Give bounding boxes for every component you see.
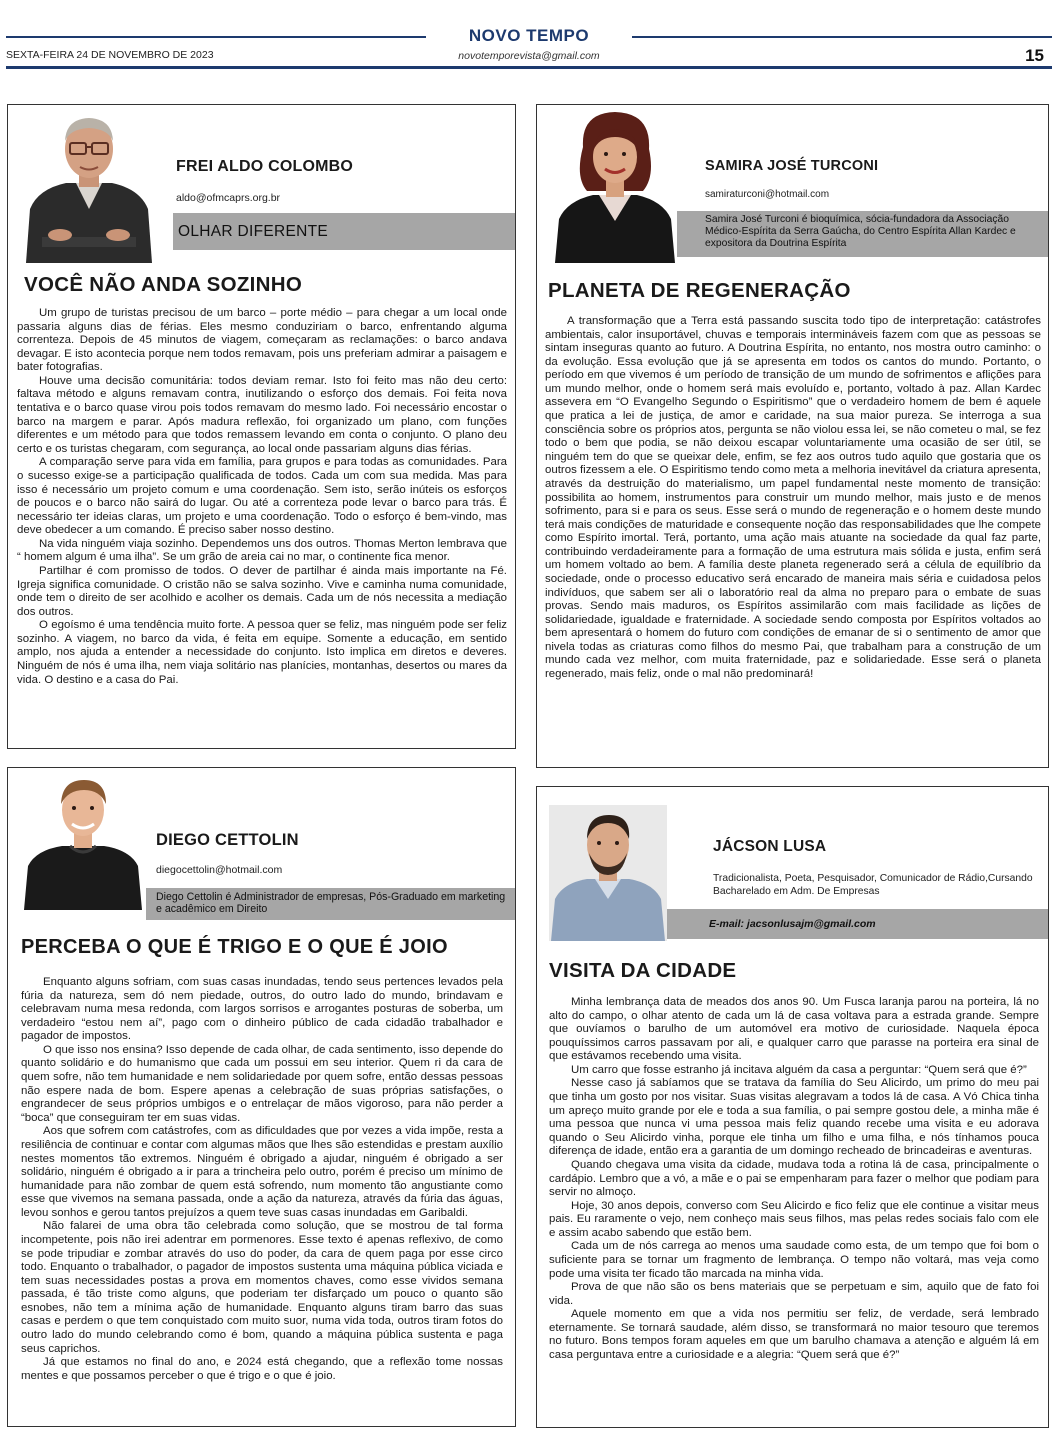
newspaper-email: novotemporevista@gmail.com xyxy=(458,50,600,62)
author-name: JÁCSON LUSA xyxy=(713,838,827,855)
article-body xyxy=(545,315,1041,682)
author-photo-jacson xyxy=(549,805,667,941)
article-body xyxy=(549,996,1039,1363)
author-email: samiraturconi@hotmail.com xyxy=(705,189,830,200)
email-bar xyxy=(667,909,1049,939)
column-jacson xyxy=(536,786,1049,1428)
article-body xyxy=(17,307,507,687)
article-headline: PERCEBA O QUE É TRIGO E O QUE É JOIO xyxy=(21,936,448,958)
paragraph: Um carro que fosse estranho já incitava alguém da casa a perguntar: “Quem será que é?” xyxy=(571,1063,1027,1076)
paragraph: O que isso nos ensina? Isso depende de cada olhar, de cada sentimento, isso depende do quanto solidário e do humanismo que cada um possui em seu interior. Quem ri da cara de quem sofre, não tem humanidade e nem solidariedade por quem sofre, então dessas pessoas não espere nada de bom. Espere apenas a celebração de suas próprias satisfações, o engrandecer de seus próprios umbigos e o entrelaçar de mãos vigoroso, para não perder a “boca” que conseguiram ter em suas vidas. xyxy=(21,1043,503,1124)
masthead-rule xyxy=(6,66,1052,69)
article-headline: PLANETA DE REGENERAÇÃO xyxy=(548,279,851,302)
author-photo-samira xyxy=(553,107,677,263)
author-bio: Diego Cettolin é Administrador de empresas, Pós-Graduado em marketing e acadêmico em Direito xyxy=(146,888,516,920)
section-bar xyxy=(173,213,515,250)
column-frei-aldo xyxy=(7,104,516,749)
paragraph: Na vida ninguém viaja sozinho. Dependemos uns dos outros. Thomas Merton lembrava que “ homem algum é uma ilha”. Se um grão de areia cai no mar, o continente fica menor. xyxy=(17,537,507,564)
paragraph: Aquele momento em que a vida nos permitiu ser feliz, de verdade, será lembrado eternamente. Se tornará saudade, além disso, se transformará no maior tesouro que teremos no futuro. Bons tempos foram aqueles em que um barulho chamava a atenção e alguém lá em casa perguntava entre a curiosidade e a alegria: “Quem será que é?” xyxy=(549,1308,1039,1362)
paragraph: Aos que sofrem com catástrofes, com as dificuldades que por vezes a vida impõe, resta a resiliência de continuar e contar com algumas mãos que lhes são estendidas e prestam auxílio nestes momentos tão extremos. Ninguém é obrigado a ajudar, ninguém é obrigado a ser solidário, ninguém é obrigado a ir para a trincheira pelo outro, porém é preciso um mínimo de humanidade para não zombar de quem está sofrendo, num momento tão angustiante como esse que vivemos na semana passada, onde a ação da natureza, através da fúria das águas, levou sonhos e gerou tantos prejuízos a quem teve suas casas inundadas em Garibaldi. xyxy=(21,1125,503,1219)
paragraph: Cada um de nós carrega ao menos uma saudade como esta, de um tempo que foi bom o suficiente para se tornar um fragmento de lembrança. O tempo não voltará, mas veja como pode uma visita ter ficado tão marcada na minha vida. xyxy=(549,1240,1039,1280)
paragraph: Já que estamos no final do ano, e 2024 está chegando, que a reflexão tome nossas mentes e que possamos perceber o que é trigo e o que é joio. xyxy=(21,1356,503,1382)
author-name: FREI ALDO COLOMBO xyxy=(176,158,354,175)
author-email: E-mail: jacsonlusajm@gmail.com xyxy=(709,918,876,930)
article-headline: VOCÊ NÃO ANDA SOZINHO xyxy=(24,273,303,296)
paragraph: Prova de que não são os bens materiais que se perpetuam e sim, aquilo que de fato foi vida. xyxy=(549,1281,1039,1307)
paragraph: Houve uma decisão comunitária: todos deviam remar. Isto foi feito mas não deu certo: faltava método e alguns remavam contra, inutilizando o esforço dos demais. Foi feita nova tentativa e o barco quase virou pois todos remavam do mesmo lado. Foi necessário encostar o barco na margem e parar. Após madura reflexão, foi organizado um plano, com funções diferentes e um método para que todos remassem levando em conta o conjunto. O plano deu certo e os turistas chegaram, com segurança, ao local onde passariam alguns dias férias. xyxy=(17,374,507,455)
paragraph: Hoje, 30 anos depois, converso com Seu Alicirdo e fico feliz que ele continue a visitar meus pais. Eu raramente o vejo, nem conheço mais seus filhos, mas pelas redes sociais falo com ele e assim acabo sabendo que estão bem. xyxy=(549,1199,1039,1239)
paragraph: Nesse caso já sabíamos que se tratava da família do Seu Alicirdo, um primo do meu pai que tinha um gosto por nos visitar. Suas visitas alegravam a todos lá de casa. A Vó Chica tinha um apreço muito grande por ele e toda a sua família, o pai sempre gostou dele, a minha mãe é uma pessoa que nunca vi uma pessoa mais feliz quando recebe uma visita e eu adorava quando o Seu Alicirdo vinha, porque ele tinha um filho e uma filha, e nós tínhamos pouca diferença de idade, então era a garantia de um domingo recheado de brincadeiras e aventuras. xyxy=(549,1077,1039,1158)
paragraph: Enquanto alguns sofriam, com suas casas inundadas, tendo seus pertences levados pela fúria da natureza, sem dó nem piedade, outros, do outro lado do mundo, brindavam e celebravam numa mesa redonda, com largos sorrisos e arrogantes posturas de soberba, um verdadeiro “estou nem aí”, pago com o dinheiro público de cada cidadão trabalhador e pagador de impostos. xyxy=(21,976,503,1043)
article-body xyxy=(21,976,503,1383)
paragraph: Um grupo de turistas precisou de um barco – porte médio – para chegar a um local onde passaria alguns dias de férias. Eles mesmo conduziriam o barco, enfrentando alguma correnteza. Depois de 45 minutos de viagem, começaram as reclamações: o barco andava devagar. E isto acontecia porque nem todos remavam, pois uns preferiam admirar a paisagem e bater fotografias. xyxy=(17,307,507,374)
paragraph: A transformação que a Terra está passando suscita todo tipo de interpretação: catástrofes ambientais, calor insuportável, chuvas e temporais intermináveis fazem com que as pessoas se sintam inseguras quanto ao futuro. A Doutrina Espírita, no entanto, nos mostra outro caminho: o da evolução. Essa evolução que já se apresenta em todos os cantos do mundo. Portanto, o período em que vivemos é um período de transição de um mundo de sofrimentos e aflições para um mundo melhor, onde o homem será mais evoluído e, portanto, voltado à paz. Allan Kardec assevera em “O Evangelho Segundo o Espiritismo” que o verdadeiro homem de bem é aquele que pratica a lei de justiça, de amor e caridade, na sua maior pureza. Se interroga a sua consciência sobre os próprios atos, pergunta se não violou essa lei, se não cometeu o mal, se fez todo o bem que podia, se não deixou escapar voluntariamente uma ocasião de ser útil, se ninguém tem do que se queixar dele, enfim, se fez aos outros tudo aquilo que gostaria que os outros fizessem a ele. O Espiritismo tendo como meta a melhoria inevitável da criatura apresenta, através da destruição do materialismo, um papel fundamental neste momento de transição: possibilita ao homem, instrumentos para construir um mundo melhor, mais justo e de menos sofrimento, para si e para os seus. Esse será o mundo de regeneração e o homem deste mundo terá mais condições de maturidade e consequente noção das responsabilidades que lhe compete como Espírito imortal. Terá, portanto, uma ação mais atuante na sociedade da qual faz parte, contribuindo verdadeiramente para a formação de uma estrutura mais sólida e justa, enfim será um homem voltado ao bem. A família deste planeta regenerado será a célula de equilíbrio da sociedade, onde o processo educativo será encarado de maneira mais séria e cuidadosa pelos indivíduos, que sabem ser ali o laboratório real da alma no preparo para o embate de suas provas. Sendo mais maduros, os Espíritos assimilarão com mais facilidade as lições de solidariedade, igualdade e fraternidade. A sociedade sendo composta por Espíritos voltados ao bem apresentará o homem do futuro com condições de emanar de si o sentimento de amor que nivela todas as criaturas como filhos do mesmo Pai, que trabalham para a construção de um mundo cada vez melhor, com muita fraternidade, paz e solidariedade. Esse será o planeta regenerado, mais feliz, onde o mal não predominará! xyxy=(545,315,1041,681)
paragraph: A comparação serve para vida em família, para grupos e para todas as comunidades. Para o sucesso exige-se a participação qualificada de todos. Cada um com sua medida. Mas para isso é necessário um projeto comum e uma coordenação. Sem isto, serão inúteis os esforços de poucos e o barco não sairá do lugar. Ou até a correnteza pode levar o barco para trás. É necessário ter ideias claras, um projeto e uma coordenação. Todo o esforço é bem-vindo, mas deve obedecer a um comando. É preciso saber nosso destino. xyxy=(17,456,507,537)
paragraph: Não falarei de uma obra tão celebrada como solução, que se mostrou de tal forma incompetente, pois não irei adentrar em pormenores. Esse texto é apenas reflexivo, de como se pode tripudiar e zombar através do uso do poder, da cara de quem paga por esse circo todo. Enquanto o trabalhador, o pagador de impostos sustenta uma máquina pública viciada e tem suas necessidades postas a prova em momentos chaves, como esse vividos semana passada, é tão triste como alguns, que poderiam ter disfarçado um pouco o quanto são esnobes, não tem a mínima ação de humanidade. Enquanto alguns tiram barro das suas casas e perdem o que tem conquistado com muito suor, numa vida toda, outros tiram fotos do outro lado do mundo celebrando como é bom, quando a máquina pública sustenta e paga seus caprichos. xyxy=(21,1220,503,1355)
author-email: diegocettolin@hotmail.com xyxy=(156,864,283,876)
column-samira xyxy=(536,104,1049,768)
author-bio: Samira José Turconi é bioquímica, sócia-fundadora da Associação Médico-Espírita da Serra Gaúcha, do Centro Espírita Allan Kardec e expositora da Doutrina Espírita xyxy=(677,211,1049,257)
paragraph: O egoísmo é uma tendência muito forte. A pessoa quer se feliz, mas ninguém pode ser feliz sozinho. A viagem, no barco da vida, é feita em equipe. Somente a educação, em sentido amplo, nos ajuda a entender a necessidade do conjunto. Isto implica em diretos e deveres. Ninguém de nós é uma ilha, nem viaja solitário nas planícies, montanhas, desertos ou mares da vida. O destino e a casa do Pai. xyxy=(17,619,507,686)
issue-date: SEXTA-FEIRA 24 DE NOVEMBRO DE 2023 xyxy=(6,49,214,61)
masthead xyxy=(0,0,1058,70)
newspaper-title: NOVO TEMPO xyxy=(468,26,590,45)
article-headline: VISITA DA CIDADE xyxy=(549,959,737,982)
author-name: SAMIRA JOSÉ TURCONI xyxy=(705,158,879,174)
paragraph: Quando chegava uma visita da cidade, mudava toda a rotina lá de casa, principalmente o cardápio. Lembro que a vó, a mãe e o pai se empenharam para fazer o melhor que podiam para servir no almoço. xyxy=(549,1158,1039,1199)
author-email: aldo@ofmcaprs.org.br xyxy=(176,192,281,204)
section-title: OLHAR DIFERENTE xyxy=(178,223,329,240)
author-photo-aldo xyxy=(24,105,154,263)
paragraph: Minha lembrança data de meados dos anos 90. Um Fusca laranja parou na porteira, lá no alto do campo, o olhar atento de cada um lá de casa voltava para a estrada grande. Sempre que ouvíamos o barulho de um automóvel era motivo de curiosidade. Naquela época pouquíssimos carros passavam por ali, e qualquer carro que parasse na porteira era sinal de que estávamos recebendo uma visita. xyxy=(549,996,1039,1063)
paragraph: Partilhar é com promisso de todos. O dever de partilhar é ainda mais importante na Fé. Igreja significa comunidade. O cristão não se salva sozinho. Vive e caminha numa comunidade, onde tem o direito de ser acolhido e acolher os demais. Cada um de nós necessita a mediação dos outros. xyxy=(17,564,507,618)
page-number: 15 xyxy=(1025,46,1044,65)
author-bio: Tradicionalista, Poeta, Pesquisador, Comunicador de Rádio,Cursando Bacharelado em Adm. De Empresas xyxy=(713,873,1033,897)
author-photo-diego xyxy=(22,770,144,910)
column-diego xyxy=(7,767,516,1427)
author-name: DIEGO CETTOLIN xyxy=(156,831,299,849)
